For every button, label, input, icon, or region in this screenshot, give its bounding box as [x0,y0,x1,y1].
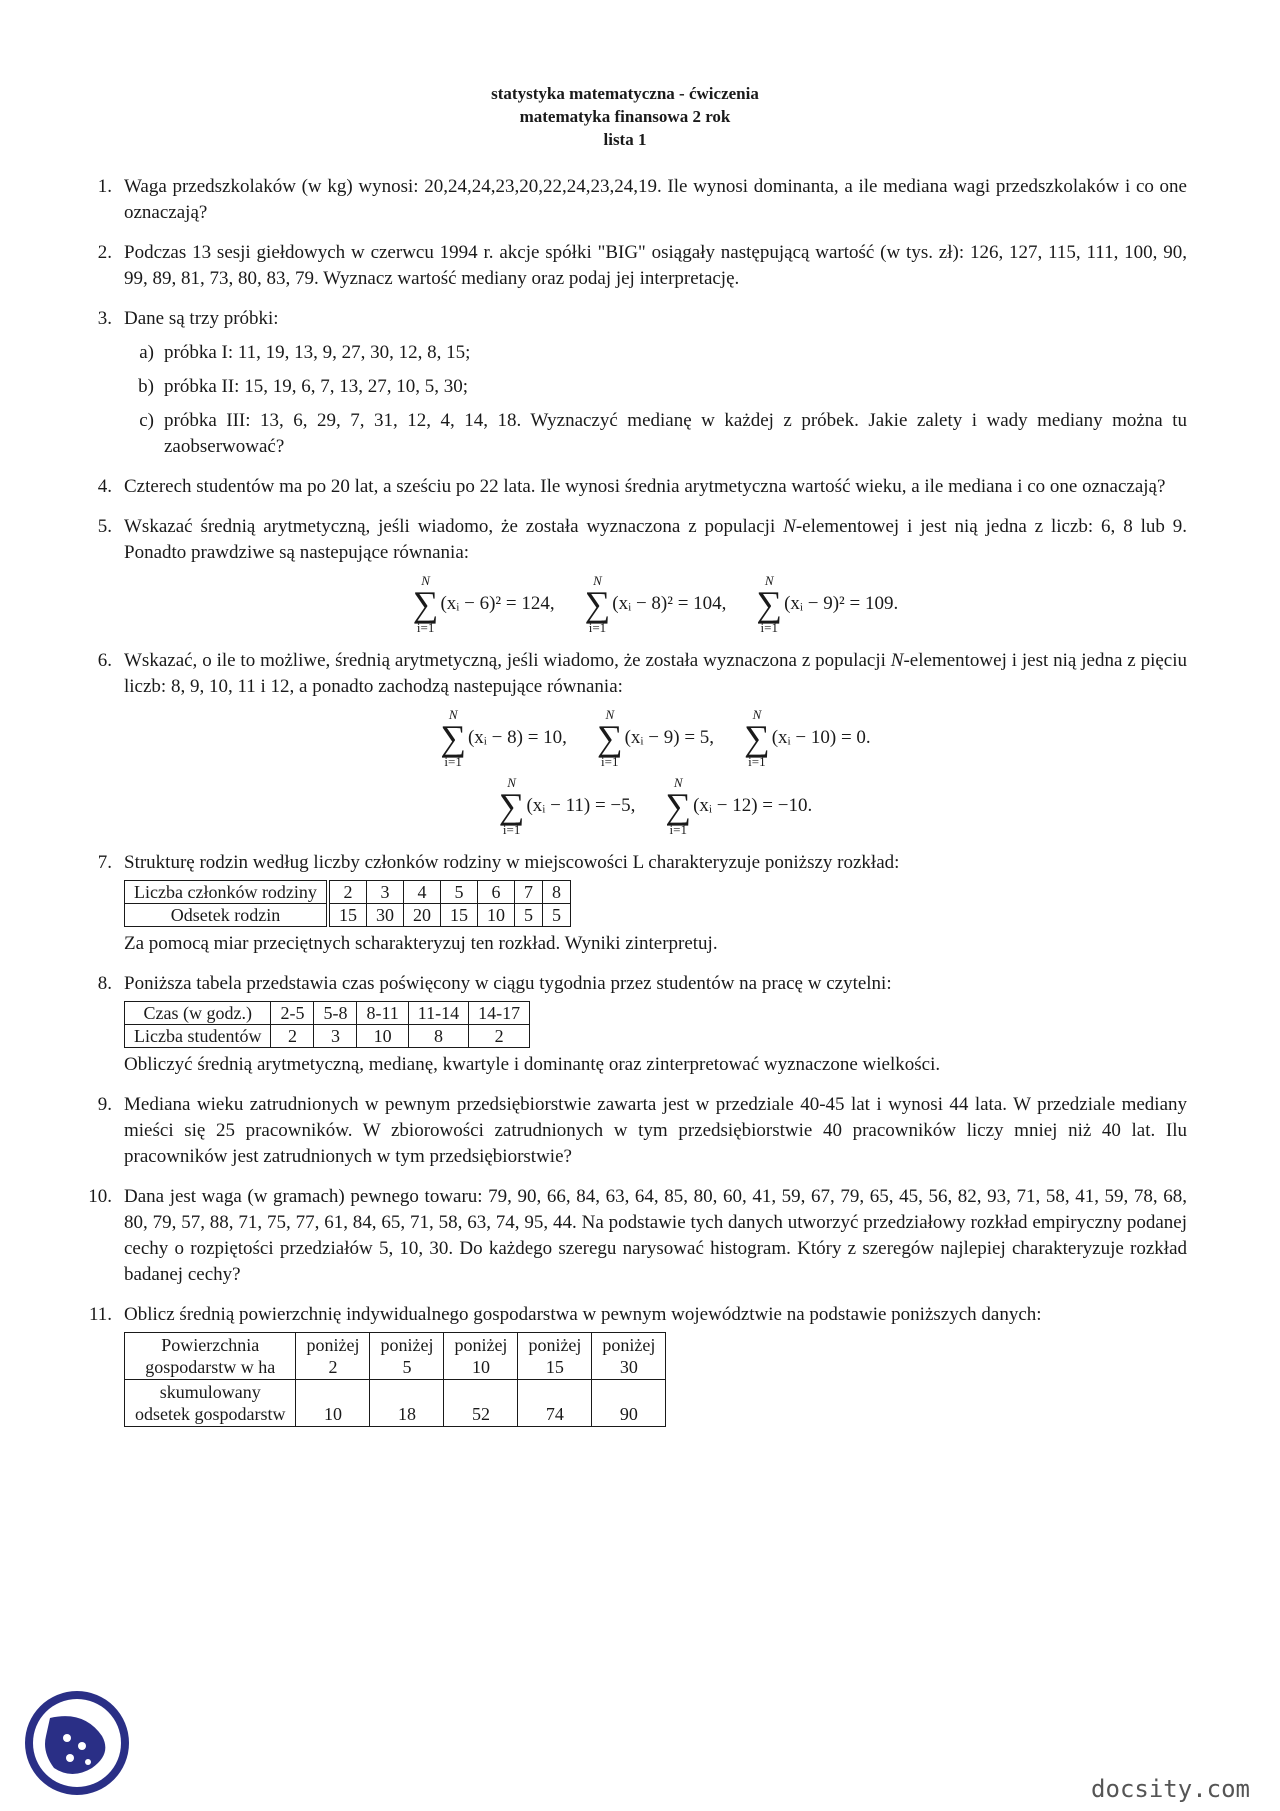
problem-text: Czterech studentów ma po 20 lat, a sześciu po 22 lata. Ile wynosi średnia arytmetyczna wartość wieku, a ile mediana i co one oznaczają? [124,476,1166,497]
text-part: -elementowej i jest nią jedna z pięciu liczb: 8, 9, 10, 11 i 12, a ponadto zachodzą nastepujące równania: [124,650,1187,697]
table-cell: 18 [370,1380,444,1427]
problem-number: 4. [97,476,112,497]
family-size-table [124,880,571,927]
problem-text: Oblicz średnią powierzchnię indywidualnego gospodarstwa w pewnym województwie na podstawie poniższych danych: [124,1304,1042,1325]
table-row [125,1002,530,1025]
problem-11 [82,1302,1187,1427]
table-cell: 7 [514,881,542,904]
subitem-text: próbka III: 13, 6, 29, 7, 31, 12, 4, 14, 18. Wyznaczyć medianę w każdej z próbek. Jakie zalety i wady mediany można tu zaobserwować? [164,410,1187,457]
sum-expression: (xᵢ − 6)² = 124, [440,593,555,614]
sum-expression: (xᵢ − 12) = −10. [693,795,813,816]
sigma-icon: N ∑ i=1 [584,573,611,635]
subitem-text: próbka I: 11, 19, 13, 9, 27, 30, 12, 8, 15; [164,342,471,363]
problem-text: Poniższa tabela przedstawia czas poświęcony w ciągu tygodnia przez studentów na pracę w czytelni: [124,973,892,994]
table-cell: 74 [518,1380,592,1427]
sum-expression: (xᵢ − 8) = 10, [467,727,567,748]
problem-text: Podczas 13 sesji giełdowych w czerwcu 1994 r. akcje spółki "BIG" osiągały następującą wartość (w tys. zł): 126, 127, 115, 111, 100, 90, 99, 89, 81, 73, 80, 83, 79. Wyznacz wartość mediany oraz podaj jej interpretację. [124,242,1187,289]
sigma-icon: N ∑ i=1 [440,707,466,769]
problem-number: 7. [97,852,112,873]
problem-7 [82,850,1187,957]
subitem-label: b) [138,376,154,397]
subitem-c [124,408,1187,460]
table-cell: 10 [296,1380,370,1427]
table-cell: 5 [514,904,542,927]
sum-equation [585,574,727,634]
text-part: Wskazać, o ile to możliwe, średnią arytmetyczną, jeśli wiadomo, że została wyznaczona z populacji [124,650,891,671]
problem-3 [82,306,1187,460]
problem-number: 6. [97,650,112,671]
table-cell: 10 [477,904,514,927]
sum-equation [744,708,871,768]
table-cell: 5 [440,881,477,904]
table-row [125,881,571,904]
table-cell: 8 [408,1025,468,1048]
table-row-header: Odsetek rodzin [125,904,328,927]
table-cell: 20 [403,904,440,927]
table-cell: 5-8 [314,1002,357,1025]
table-cell: 3 [366,881,403,904]
table-cell: 2 [271,1025,314,1048]
sum-expression: (xᵢ − 9)² = 109. [784,593,899,614]
sigma-icon: N ∑ i=1 [756,573,783,635]
table-cell: 3 [314,1025,357,1048]
problem-number: 2. [97,242,112,263]
table-row [125,904,571,927]
sigma-icon: N ∑ i=1 [596,707,623,769]
problem-5 [82,514,1187,634]
text-part: -elementowej i jest nią jedna z liczb: 6, 8 lub 9. Ponadto prawdziwe są nastepujące równania: [124,516,1187,563]
problem-8 [82,971,1187,1078]
farm-area-table [124,1332,666,1427]
subitem-b [124,374,1187,400]
header-course: statystyka matematyczna - ćwiczenia [491,84,759,103]
subitem-label: c) [139,410,154,431]
problem-4 [82,474,1187,500]
table-cell: 8 [542,881,570,904]
table-row-header: Czas (w godz.) [125,1002,271,1025]
table-row-header: Powierzchnia gospodarstw w ha [125,1333,296,1380]
table-cell: 90 [592,1380,666,1427]
docsity-watermark[interactable]: docsity.com [1091,1775,1250,1803]
table-cell: 14-17 [469,1002,530,1025]
sum-equation [665,776,812,836]
problem-text: Waga przedszkolaków (w kg) wynosi: 20,24,24,23,20,22,24,23,24,19. Ile wynosi dominanta, a ile mediana wagi przedszkolaków i co one oznaczają? [124,176,1187,223]
table-cell: poniżej 10 [444,1333,518,1380]
sum-expression: (xᵢ − 8)² = 104, [612,593,727,614]
header-list: lista 1 [603,130,647,149]
problem-text: Dana jest waga (w gramach) pewnego towaru: 79, 90, 66, 84, 63, 64, 85, 80, 60, 41, 59, 67, 79, 65, 45, 56, 82, 93, 71, 58, 41, 59, 78, 68, 80, 79, 57, 88, 71, 75, 77, 61, 84, 65, 71, 58, 63, 74, 95, 44. Na podstawie tych danych utworzyć przedziałowy rozkład empiryczny podanej cechy o rozpiętości przedziałów 5, 10, 30. Do każdego szeregu narysować histogram. Który z szeregów najlepiej charakteryzuje rozkład badanej cechy? [124,1186,1187,1285]
problem-text [124,514,1187,566]
table-cell: 30 [366,904,403,927]
sum-expression: (xᵢ − 11) = −5, [526,795,636,816]
table-row-header: Liczba studentów [125,1025,271,1048]
variable-n: N [890,650,904,671]
sum-expression: (xᵢ − 9) = 5, [624,727,715,748]
problem-2 [82,240,1187,292]
sum-equation [413,574,555,634]
problem-list [82,174,1187,1441]
sum-equation [597,708,714,768]
sigma-icon: N ∑ i=1 [744,707,770,769]
sigma-icon: N ∑ i=1 [412,573,439,635]
table-cell: 52 [444,1380,518,1427]
table-cell: poniżej 5 [370,1333,444,1380]
equation-row [124,708,1187,768]
table-cell: 15 [440,904,477,927]
table-cell: 6 [477,881,514,904]
problem-text: Strukturę rodzin według liczby członków rodziny w miejscowości L charakteryzuje poniższy rozkład: [124,852,900,873]
table-cell: poniżej 2 [296,1333,370,1380]
problem-text: Mediana wieku zatrudnionych w pewnym przedsiębiorstwie zawarta jest w przedziale 40-45 lat i wynosi 44 lata. W przedziale mediany mieści się 25 pracowników. W zbiorowości zatrudnionych w tym przedsiębiorstwie 40 pracowników liczy mniej niż 40 lat. Ilu pracowników jest zatrudnionych w tym przedsiębiorstwie? [124,1094,1187,1167]
problem-followup: Za pomocą miar przeciętnych scharakteryzuj ten rozkład. Wyniki zinterpretuj. [124,933,718,954]
problem-number: 8. [97,973,112,994]
problem-text [124,648,1187,700]
problem-number: 1. [97,176,112,197]
problem-number: 11. [88,1304,112,1325]
table-row-header: skumulowany odsetek gospodarstw [125,1380,296,1427]
problem-number: 10. [88,1186,112,1207]
problem-followup: Obliczyć średnią arytmetyczną, medianę, kwartyle i dominantę oraz zinterpretować wyznaczone wielkości. [124,1054,941,1075]
text-part: Wskazać średnią arytmetyczną, jeśli wiadomo, że została wyznaczona z populacji [124,516,784,537]
table-cell: 15 [328,904,367,927]
table-cell: 2-5 [271,1002,314,1025]
problem-text: Dane są trzy próbki: [124,308,279,329]
subitem-a [124,340,1187,366]
table-cell: 10 [357,1025,408,1048]
sigma-icon: N ∑ i=1 [665,775,692,837]
problem-9 [82,1092,1187,1170]
sum-expression: (xᵢ − 10) = 0. [771,727,871,748]
document-header [0,82,1250,151]
reading-time-table [124,1001,530,1048]
table-cell: poniżej 15 [518,1333,592,1380]
variable-n: N [783,516,796,537]
problem-number: 9. [97,1094,112,1115]
table-cell: 5 [542,904,570,927]
table-cell: 2 [469,1025,530,1048]
problem-1 [82,174,1187,226]
table-row [125,1025,530,1048]
equation-row [124,776,1187,836]
subitem-label: a) [139,342,154,363]
header-program: matematyka finansowa 2 rok [519,107,731,126]
table-cell: poniżej 30 [592,1333,666,1380]
sum-equation [756,574,898,634]
table-cell: 4 [403,881,440,904]
table-cell: 8-11 [357,1002,408,1025]
problem-6 [82,648,1187,836]
problem-10 [82,1184,1187,1288]
sigma-icon: N ∑ i=1 [498,775,525,837]
table-row [125,1380,666,1427]
table-cell: 2 [328,881,367,904]
sum-equation [499,776,636,836]
table-row [125,1333,666,1380]
problem-number: 5. [97,516,112,537]
equation-row [124,574,1187,634]
docsity-logo-icon[interactable] [22,1688,132,1803]
table-row-header: Liczba członków rodziny [125,881,328,904]
sum-equation [440,708,567,768]
problem-number: 3. [97,308,112,329]
subitem-text: próbka II: 15, 19, 6, 7, 13, 27, 10, 5, 30; [164,376,468,397]
table-cell: 11-14 [408,1002,468,1025]
